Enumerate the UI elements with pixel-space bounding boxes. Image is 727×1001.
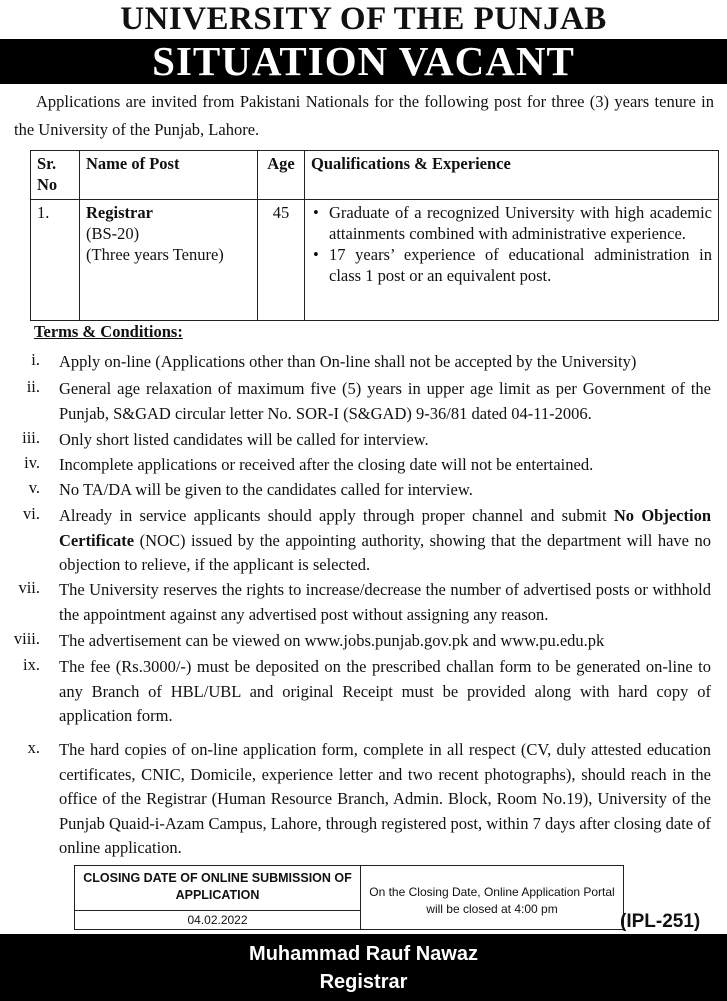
closing-date-title: CLOSING DATE OF ONLINE SUBMISSION OF APPLICATION bbox=[83, 871, 352, 902]
qualification-item: • 17 years’ experience of educational administration in class 1 post or an equivalent post. bbox=[311, 244, 712, 286]
term-number: iii. bbox=[22, 428, 40, 447]
ipl-code: (IPL-251) bbox=[620, 911, 701, 932]
closing-date-note: On the Closing Date, Online Application Portal will be closed at 4:00 pm bbox=[369, 885, 615, 916]
header-sr-no: Sr. No bbox=[31, 151, 80, 200]
header-age: Age bbox=[258, 151, 305, 200]
cell-age: 45 bbox=[258, 200, 305, 321]
term-text: The fee (Rs.3000/-) must be deposited on the prescribed challan form to be generated on-line to any Branch of HBL/UBL and original Receipt must be provided along with hard copy of application form. bbox=[59, 657, 711, 725]
term-text: General age relaxation of maximum five (5) years in upper age limit as per Government of the Punjab, S&GAD circular letter No. SOR-I (S&GAD) 9-36/81 dated 04-11-2006. bbox=[59, 379, 711, 423]
posts-table bbox=[30, 150, 719, 321]
cell-post bbox=[80, 200, 258, 321]
signatory-name: Muhammad Rauf Nawaz bbox=[249, 943, 478, 965]
term-text-post: (NOC) issued by the appointing authority, showing that the department will have no objection to relieve, if the applicant is selected. bbox=[59, 530, 711, 574]
term-number: vii. bbox=[18, 578, 40, 597]
qualification-item: • Graduate of a recognized University with high academic attainments combined with administrative experience. bbox=[311, 202, 712, 244]
closing-date-value: 04.02.2022 bbox=[75, 910, 360, 928]
cell-qualifications bbox=[305, 200, 719, 321]
term-text: The hard copies of on-line application form, complete in all respect (CV, duly attested education certificates, CNIC, Domicile, experience letter and two recent photographs), should reach in the office of the Registrar (Human Resource Branch, Admin. Block, Room No.19), University of the Punjab Quaid-i-Azam Campus, Lahore, through registered post, within 7 days after closing date of online application. bbox=[59, 740, 711, 857]
term-text: The advertisement can be viewed on www.jobs.punjab.gov.pk and www.pu.edu.pk bbox=[59, 631, 605, 650]
term-text: Only short listed candidates will be called for interview. bbox=[59, 430, 429, 449]
term-text bbox=[59, 504, 711, 578]
cell-sr: 1. bbox=[31, 200, 80, 321]
table-row bbox=[31, 200, 719, 321]
intro-paragraph: Applications are invited from Pakistani Nationals for the following post for three (3) years tenure in the University of the Punjab, Lahore. bbox=[14, 92, 714, 139]
term-number: iv. bbox=[24, 453, 40, 472]
post-name: Registrar bbox=[86, 203, 153, 222]
term-number: x. bbox=[27, 738, 40, 757]
university-title: UNIVERSITY OF THE PUNJAB bbox=[120, 1, 607, 37]
term-number: i. bbox=[31, 350, 40, 369]
header bbox=[0, 0, 727, 84]
term-text: Apply on-line (Applications other than On-line shall not be accepted by the University) bbox=[59, 352, 637, 371]
header-qualifications: Qualifications & Experience bbox=[305, 151, 719, 200]
term-text: No TA/DA will be given to the candidates called for interview. bbox=[59, 480, 473, 499]
post-tenure: (Three years Tenure) bbox=[86, 245, 224, 264]
term-number: ix. bbox=[23, 655, 40, 674]
noc-bold: No Objection Certificate bbox=[59, 506, 712, 550]
term-number: v. bbox=[28, 478, 40, 497]
terms-title: Terms & Conditions: bbox=[34, 322, 183, 341]
qualification-list bbox=[311, 202, 712, 286]
closing-date-box bbox=[74, 865, 624, 930]
header-name-of-post: Name of Post bbox=[80, 151, 258, 200]
term-number: ii. bbox=[26, 377, 40, 396]
closing-date-left bbox=[75, 866, 361, 929]
term-text: The University reserves the rights to increase/decrease the number of advertised posts or withhold the appointment against any advertised post without assigning any reason. bbox=[59, 580, 711, 624]
table-header-row bbox=[31, 151, 719, 200]
term-text-pre: Already in service applicants should apply through proper channel and submit bbox=[59, 506, 614, 525]
situation-vacant-banner: SITUATION VACANT bbox=[0, 39, 727, 84]
term-number: viii. bbox=[13, 629, 40, 648]
post-scale: (BS-20) bbox=[86, 224, 140, 243]
term-number: vi. bbox=[23, 504, 40, 523]
signature-bar bbox=[0, 934, 727, 1001]
term-text: Incomplete applications or received after the closing date will not be entertained. bbox=[59, 455, 594, 474]
signatory-title: Registrar bbox=[319, 971, 408, 993]
